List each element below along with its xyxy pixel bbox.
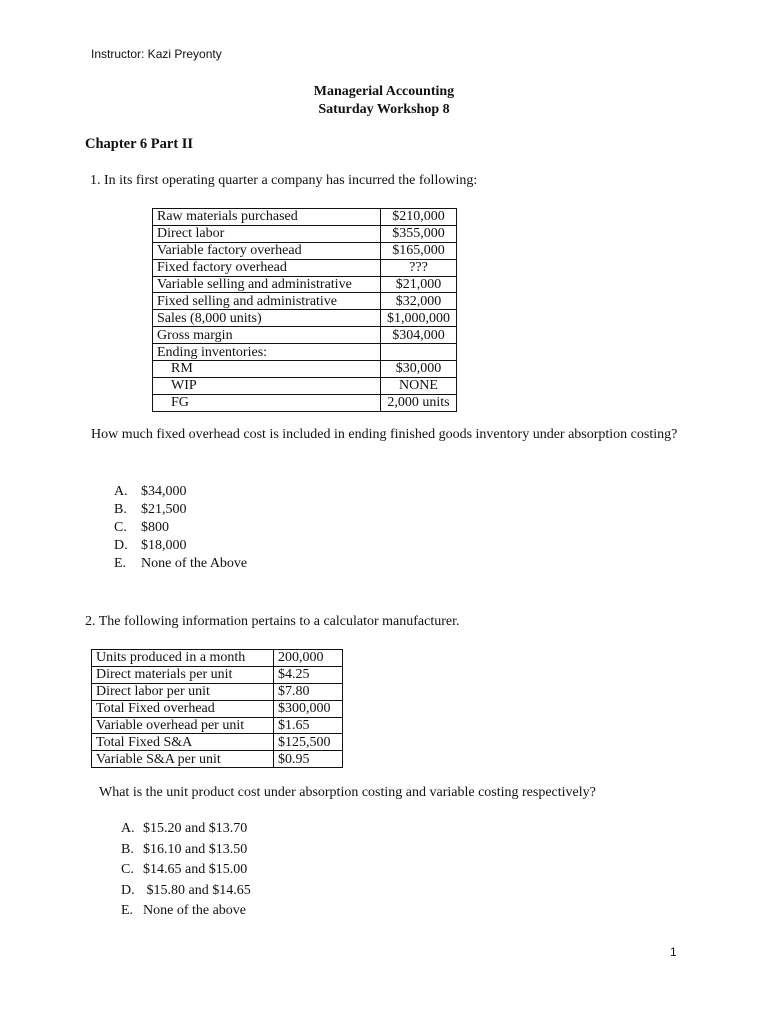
row-label: Gross margin [153,327,381,344]
row-label: Direct materials per unit [92,666,274,683]
answer-option [121,819,251,840]
answer-option [121,881,251,902]
option-text: $14.65 and $15.00 [143,862,248,877]
row-label: Fixed factory overhead [153,259,381,276]
table-row [92,700,343,717]
row-value: $355,000 [381,225,457,242]
document-title [0,83,768,119]
option-letter: A. [121,821,135,836]
course-title: Managerial Accounting [313,84,455,99]
row-label: Fixed selling and administrative [153,293,381,310]
table-row [153,394,457,411]
answer-option [114,501,247,519]
table-row [153,361,457,378]
option-letter: C. [114,520,127,535]
option-text: $16.10 and $13.50 [143,841,248,857]
option-text: $800 [141,520,169,535]
row-value: $210,000 [381,209,457,226]
row-label: Direct labor [153,225,381,242]
row-value: $125,500 [274,734,343,751]
answer-option [114,537,247,555]
row-value: $1.65 [274,717,343,734]
option-letter: E. [121,903,134,918]
option-letter: B. [121,841,134,857]
table-row [153,225,457,242]
row-value: 200,000 [274,650,343,667]
answer-option [121,860,251,881]
row-value: ??? [381,259,457,276]
option-text: $18,000 [141,538,187,553]
question-2-options [121,819,251,922]
table-row [153,276,457,293]
row-value: $7.80 [274,683,343,700]
table-row [153,209,457,226]
option-text: $34,000 [141,484,187,499]
row-value [381,344,457,361]
row-label: Variable selling and administrative [153,276,381,293]
answer-option [121,901,251,922]
table-row [92,734,343,751]
table-row [153,242,457,259]
option-text: $15.20 and $13.70 [143,821,248,836]
row-value: $304,000 [381,327,457,344]
option-letter: A. [114,484,128,499]
row-value: 2,000 units [381,394,457,411]
option-text: $15.80 and $14.65 [143,882,251,898]
workshop-title: Saturday Workshop 8 [318,102,450,117]
question-1-prompt: How much fixed overhead cost is included in ending finished goods inventory under absorption costing? [91,427,678,442]
row-label: Total Fixed S&A [92,734,274,751]
question-1-stem: 1. In its first operating quarter a company has incurred the following: [90,173,478,188]
row-label: RM [153,361,381,378]
row-label: Variable overhead per unit [92,717,274,734]
answer-option [114,519,247,537]
table-row [153,259,457,276]
row-label: Ending inventories: [153,344,381,361]
instructor-name: Instructor: Kazi Preyonty [91,47,222,61]
option-letter: C. [121,862,134,877]
row-value: $4.25 [274,666,343,683]
option-letter: E. [114,556,127,571]
option-letter: D. [121,882,135,898]
table-row [92,717,343,734]
question-2-data-table [91,649,343,768]
row-label: WIP [153,377,381,394]
question-1-cost-table [152,208,457,412]
table-row [153,293,457,310]
table-row [153,344,457,361]
answer-option [114,555,247,573]
question-1-options [114,483,247,573]
row-value: $300,000 [274,700,343,717]
answer-option [121,840,251,861]
row-label: Variable S&A per unit [92,751,274,768]
row-label: Total Fixed overhead [92,700,274,717]
table-row [92,666,343,683]
row-label: Units produced in a month [92,650,274,667]
row-value: $165,000 [381,242,457,259]
row-value: $0.95 [274,751,343,768]
row-label: Raw materials purchased [153,209,381,226]
chapter-heading: Chapter 6 Part II [85,136,194,152]
row-label: Variable factory overhead [153,242,381,259]
table-row [153,310,457,327]
row-value: NONE [381,377,457,394]
page-number: 1 [670,945,677,959]
option-text: None of the Above [141,556,248,571]
option-text: $21,500 [141,502,187,517]
row-value: $1,000,000 [381,310,457,327]
row-value: $30,000 [381,361,457,378]
answer-option [114,483,247,501]
question-2-stem: 2. The following information pertains to a calculator manufacturer. [85,614,460,629]
option-letter: B. [114,502,127,517]
option-text: None of the above [143,903,247,918]
question-2-prompt: What is the unit product cost under absorption costing and variable costing respectively? [99,785,596,800]
table-row [92,683,343,700]
table-row [92,650,343,667]
row-value: $32,000 [381,293,457,310]
table-row [153,377,457,394]
row-label: Direct labor per unit [92,683,274,700]
table-row [92,751,343,768]
row-label: Sales (8,000 units) [153,310,381,327]
row-label: FG [153,394,381,411]
table-row [153,327,457,344]
option-letter: D. [114,538,128,553]
row-value: $21,000 [381,276,457,293]
